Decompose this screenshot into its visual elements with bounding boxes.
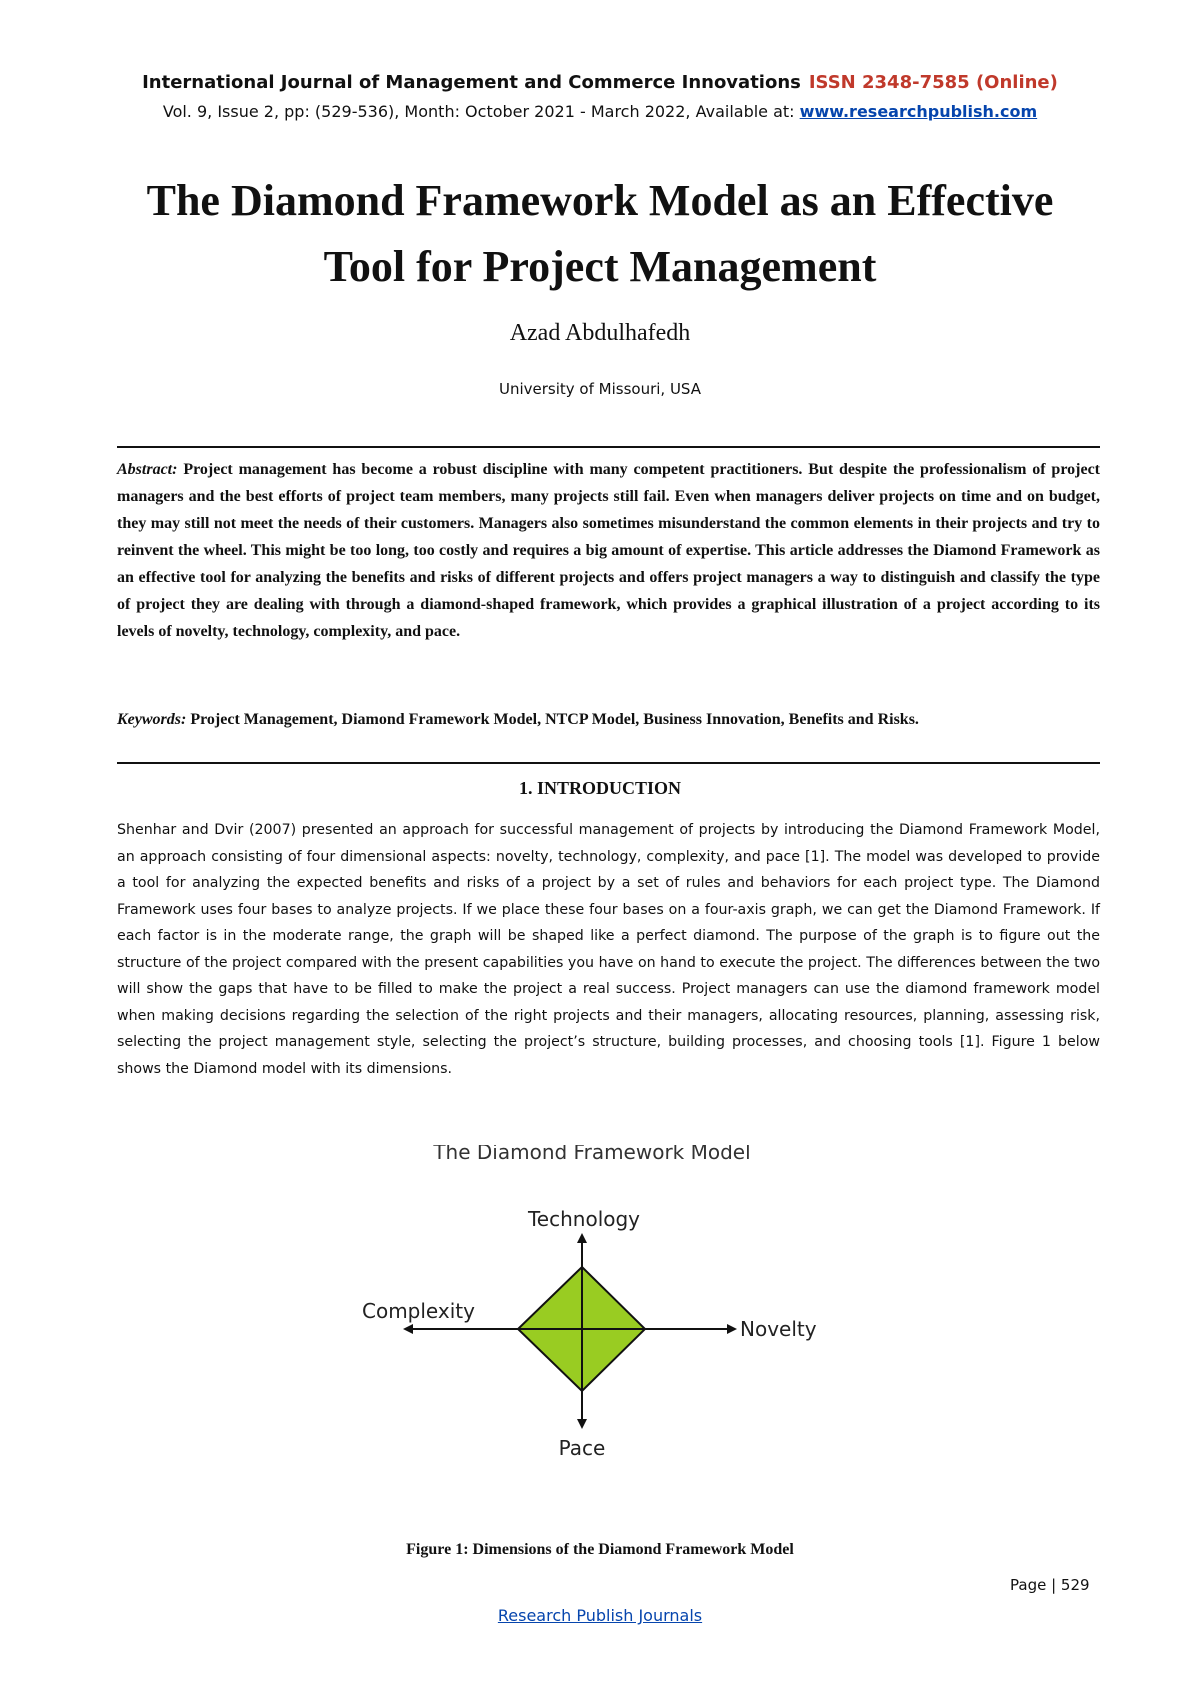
intro-paragraph: Shenhar and Dvir (2007) presented an approach for successful management of projects by introducing the Diamond Framework Model, an approach consisting of four dimensional aspects: novelty, technology, complexity, and pace [1]. The model was developed to provide a tool for analyzing the expected benefits and risks of a project by a set of rules and behaviors for each project type. The Diamond Framework uses four bases to analyze projects. If we place these four bases on a four-axis graph, we can get the Diamond Framework. If each factor is in the moderate range, the graph will be shaped like a perfect diamond. The purpose of the graph is to figure out the structure of the project compared with the present capabilities you have on hand to execute the project. The differences between the two will show the gaps that have to be filled to make the project a real success. Project managers can use the diamond framework model when making decisions regarding the selection of the right projects and their managers, allocating resources, planning, assessing risk, selecting the project management style, selecting the project’s structure, building processes, and choosing tools [1]. Figure 1 below shows the Diamond model with its dimensions. xyxy=(117,822,1100,1077)
abstract-text: Project management has become a robust discipline with many competent practitioners. But despite the professionalism of project managers and the best efforts of project team members, many projects still fail. Even when managers deliver projects on time and on budget, they may still not meet the needs of their customers. Managers also sometimes misunderstand the common elements in their projects and try to reinvent the wheel. This might be too long, too costly and requires a big amount of expertise. This article addresses the Diamond Framework as an effective tool for analyzing the benefits and risks of different projects and offers project managers a way to distinguish and classify the type of project they are dealing with through a diamond-shaped framework, which provides a graphical illustration of a project according to its levels of novelty, technology, complexity, and pace. xyxy=(117,461,1101,640)
page-number: Page | 529 xyxy=(1010,1576,1090,1594)
diamond-framework-figure xyxy=(330,1145,890,1495)
abstract-bottom-rule xyxy=(117,762,1100,764)
section-heading: 1. INTRODUCTION xyxy=(518,778,682,798)
author-name: Azad Abdulhafedh xyxy=(509,320,691,346)
journal-name: International Journal of Management and Commerce Innovations xyxy=(142,72,801,93)
issue-line xyxy=(0,102,1200,121)
keywords-block xyxy=(117,706,1100,733)
complexity-label: Complexity xyxy=(362,1299,475,1323)
footer xyxy=(0,1606,1200,1625)
technology-label: Technology xyxy=(527,1207,641,1231)
figure-title: The Diamond Framework Model xyxy=(433,1145,751,1164)
novelty-label: Novelty xyxy=(740,1317,817,1341)
keywords-text: Project Management, Diamond Framework Model, NTCP Model, Business Innovation, Benefits and Risks. xyxy=(190,711,919,728)
author-affiliation: University of Missouri, USA xyxy=(499,380,701,398)
issue-details: Vol. 9, Issue 2, pp: (529-536), Month: October 2021 - March 2022, Available at: xyxy=(162,102,800,121)
issn-label: ISSN 2348-7585 (Online) xyxy=(808,72,1058,93)
keywords-label: Keywords: xyxy=(117,711,187,728)
publisher-link[interactable]: Research Publish Journals xyxy=(497,1606,703,1625)
journal-header xyxy=(0,72,1200,93)
abstract-block xyxy=(117,456,1100,645)
paper-title: The Diamond Framework Model as an Effective Tool for Project Management xyxy=(146,176,1054,291)
abstract-top-rule xyxy=(117,446,1100,448)
abstract-label: Abstract: xyxy=(117,461,178,478)
pace-label: Pace xyxy=(558,1436,606,1460)
journal-url-link[interactable]: www.researchpublish.com xyxy=(799,102,1038,121)
figure-caption: Figure 1: Dimensions of the Diamond Framework Model xyxy=(406,1541,794,1558)
